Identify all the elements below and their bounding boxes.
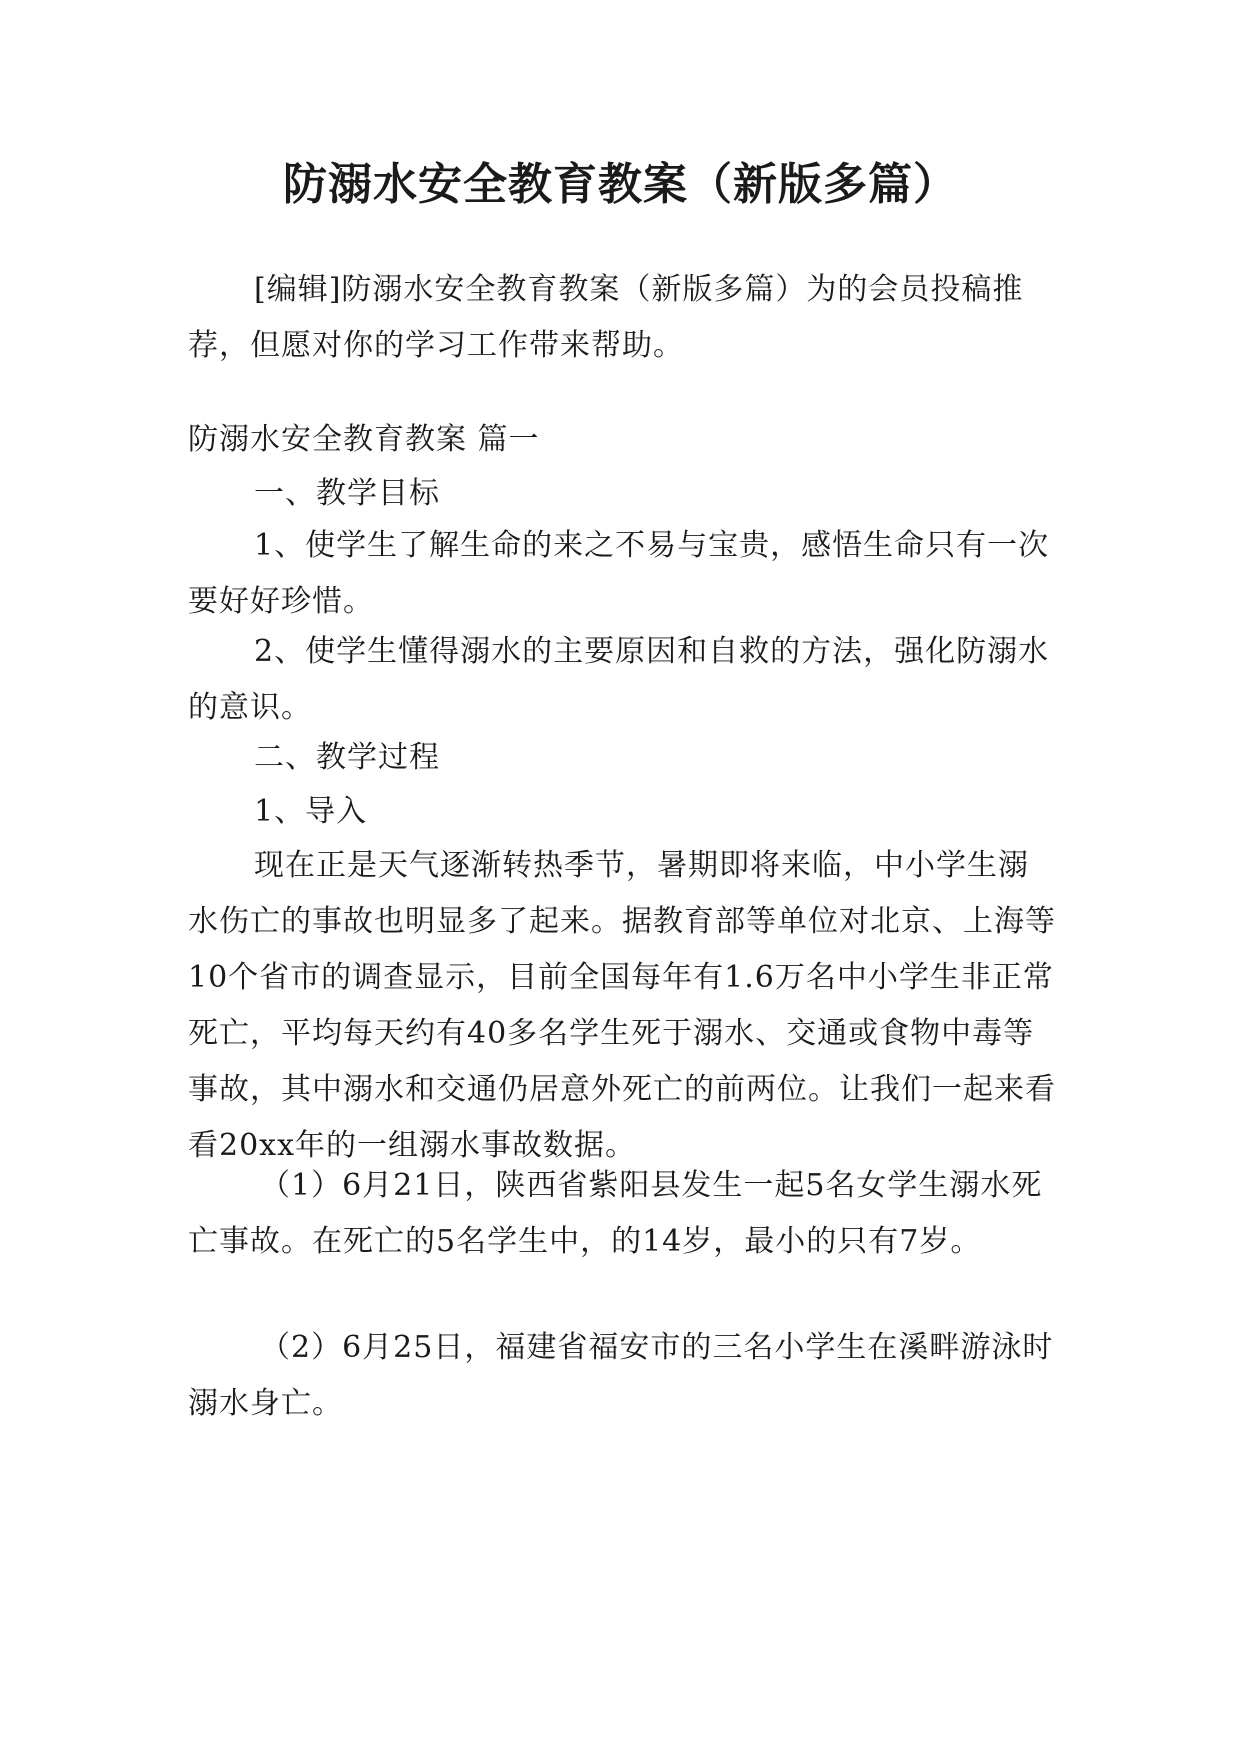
case-item-1: （1）6月21日，陕西省紫阳县发生一起5名女学生溺水死亡事故。在死亡的5名学生中，的14岁，最小的只有7岁。 [188, 1168, 1043, 1259]
heading-teaching-process: 二、教学过程 [254, 740, 440, 775]
section-heading: 防溺水安全教育教案 篇一 [188, 422, 540, 457]
intro-statistics-paragraph: 现在正是天气逐渐转热季节，暑期即将来临，中小学生溺水伤亡的事故也明显多了起来。据教育部等单位对北京、上海等10个省市的调查显示，目前全国每年有1.6万名中小学生非正常死亡，平均每天约有40多名学生死于溺水、交通或食物中毒等事故，其中溺水和交通仍居意外死亡的前两位。让我们一起来看看20xx年的一组溺水事故数据。 [188, 848, 1056, 1163]
goal-item-2: 2、使学生懂得溺水的主要原因和自救的方法，强化防溺水的意识。 [188, 634, 1050, 725]
case-item-2: （2）6月25日，福建省福安市的三名小学生在溪畔游泳时溺水身亡。 [188, 1330, 1054, 1421]
heading-teaching-goals: 一、教学目标 [254, 476, 440, 511]
intro-paragraph: [编辑]防溺水安全教育教案（新版多篇）为的会员投稿推荐，但愿对你的学习工作带来帮助。 [188, 272, 1024, 363]
goal-item-1: 1、使学生了解生命的来之不易与宝贵，感悟生命只有一次要好好珍惜。 [188, 528, 1050, 619]
document-title: 防溺水安全教育教案（新版多篇） [283, 159, 958, 210]
step-item-1: 1、导入 [254, 794, 368, 829]
